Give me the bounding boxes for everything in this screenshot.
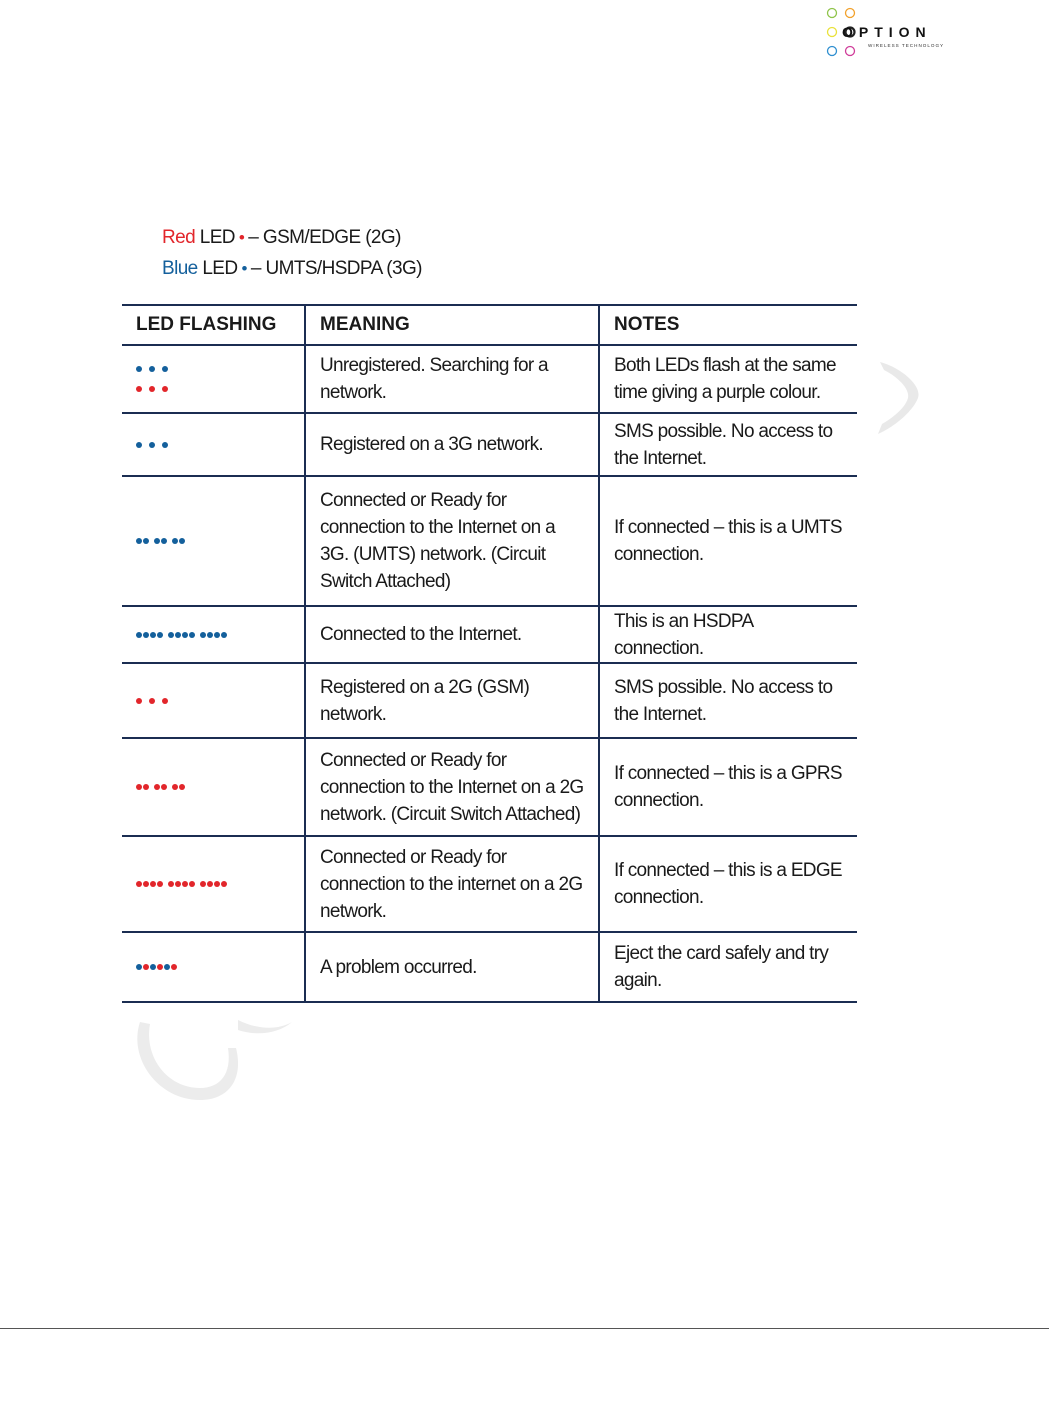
table-row	[122, 345, 857, 413]
meaning-cell: Connected or Ready for connection to the Internet on a 3G. (UMTS) network. (Circuit Switch Attached)	[305, 476, 599, 606]
blue-led-dot-icon	[214, 632, 220, 638]
meaning-cell: A problem occurred.	[305, 932, 599, 1002]
table-row	[122, 413, 857, 476]
blue-led-dot-icon	[150, 632, 156, 638]
led-pattern	[136, 698, 292, 704]
blue-led-dot-icon	[136, 632, 142, 638]
led-pattern	[136, 881, 292, 887]
meaning-cell: Registered on a 3G network.	[305, 413, 599, 476]
red-led-dot-icon	[172, 784, 178, 790]
notes-cell: If connected – this is a EDGE connection.	[599, 836, 857, 932]
table-row	[122, 606, 857, 663]
red-led-dot-icon	[157, 881, 163, 887]
notes-cell: SMS possible. No access to the Internet.	[599, 413, 857, 476]
table-header-row	[122, 305, 857, 345]
blue-led-dot-icon	[221, 632, 227, 638]
blue-led-dot-icon	[175, 632, 181, 638]
blue-led-dot-icon	[162, 366, 168, 372]
legend-blue-text: – UMTS/HSDPA (3G)	[250, 258, 422, 279]
legend-red-bullet-icon: •	[238, 228, 245, 247]
led-pattern-cell	[122, 606, 305, 663]
led-dot-line	[136, 538, 292, 544]
led-dot-line	[136, 964, 292, 970]
red-led-dot-icon	[149, 698, 155, 704]
legend-blue-color-word: Blue	[162, 258, 198, 279]
led-dot-line	[136, 386, 292, 392]
red-led-dot-icon	[149, 386, 155, 392]
red-led-dot-icon	[171, 964, 177, 970]
red-led-dot-icon	[143, 784, 149, 790]
blue-led-dot-icon	[136, 366, 142, 372]
legend-red-color-word: Red	[162, 227, 196, 248]
meaning-cell: Unregistered. Searching for a network.	[305, 345, 599, 413]
blue-led-dot-icon	[200, 632, 206, 638]
notes-cell: SMS possible. No access to the Internet.	[599, 663, 857, 738]
meaning-cell: Connected or Ready for connection to the internet on a 2G network.	[305, 836, 599, 932]
red-led-dot-icon	[189, 881, 195, 887]
blue-led-dot-icon	[172, 538, 178, 544]
watermark-curve-left	[128, 1008, 298, 1104]
table-row	[122, 476, 857, 606]
legend-red-text: – GSM/EDGE (2G)	[248, 227, 401, 248]
blue-led-dot-icon	[143, 632, 149, 638]
red-led-dot-icon	[157, 964, 163, 970]
red-led-dot-icon	[143, 881, 149, 887]
logo-wordmark: OPTION	[842, 24, 932, 40]
blue-led-dot-icon	[157, 632, 163, 638]
blue-led-dot-icon	[189, 632, 195, 638]
notes-cell: Eject the card safely and try again.	[599, 932, 857, 1002]
led-dot-line	[136, 881, 292, 887]
red-led-dot-icon	[162, 698, 168, 704]
blue-led-dot-icon	[182, 632, 188, 638]
blue-led-dot-icon	[207, 632, 213, 638]
logo-ring-5	[828, 47, 837, 56]
led-pattern-cell	[122, 476, 305, 606]
led-pattern	[136, 366, 292, 392]
red-led-dot-icon	[136, 784, 142, 790]
red-led-dot-icon	[136, 386, 142, 392]
blue-led-dot-icon	[136, 964, 142, 970]
led-pattern	[136, 632, 292, 638]
notes-cell: Both LEDs flash at the same time giving a purple colour.	[599, 345, 857, 413]
meaning-cell: Connected or Ready for connection to the Internet on a 2G network. (Circuit Switch Attached)	[305, 738, 599, 836]
logo-ring-1	[828, 9, 837, 18]
header-meaning: MEANING	[305, 305, 599, 345]
led-pattern	[136, 784, 292, 790]
red-led-dot-icon	[150, 881, 156, 887]
led-legend	[162, 222, 422, 284]
table-row	[122, 663, 857, 738]
led-dot-line	[136, 366, 292, 372]
red-led-dot-icon	[214, 881, 220, 887]
led-pattern-cell	[122, 413, 305, 476]
table-row	[122, 836, 857, 932]
led-pattern-cell	[122, 663, 305, 738]
blue-led-dot-icon	[161, 538, 167, 544]
legend-red	[162, 222, 422, 253]
blue-led-dot-icon	[149, 442, 155, 448]
red-led-dot-icon	[136, 881, 142, 887]
blue-led-dot-icon	[136, 442, 142, 448]
header-notes: NOTES	[599, 305, 857, 345]
red-led-dot-icon	[200, 881, 206, 887]
led-status-table	[122, 304, 857, 1003]
red-led-dot-icon	[168, 881, 174, 887]
led-pattern-cell	[122, 836, 305, 932]
led-pattern	[136, 964, 292, 970]
notes-cell: If connected – this is a GPRS connection.	[599, 738, 857, 836]
led-dot-line	[136, 632, 292, 638]
table-row	[122, 932, 857, 1002]
led-dot-line	[136, 698, 292, 704]
red-led-dot-icon	[221, 881, 227, 887]
logo-tagline: WIRELESS TECHNOLOGY	[868, 43, 945, 48]
led-pattern	[136, 538, 292, 544]
blue-led-dot-icon	[179, 538, 185, 544]
notes-cell: If connected – this is a UMTS connection.	[599, 476, 857, 606]
watermark-curve-right	[872, 358, 924, 438]
legend-blue-led-label: LED	[202, 258, 238, 279]
red-led-dot-icon	[143, 964, 149, 970]
blue-led-dot-icon	[136, 538, 142, 544]
blue-led-dot-icon	[164, 964, 170, 970]
red-led-dot-icon	[154, 784, 160, 790]
meaning-cell: Connected to the Internet.	[305, 606, 599, 663]
legend-red-led-label: LED	[199, 227, 235, 248]
red-led-dot-icon	[182, 881, 188, 887]
blue-led-dot-icon	[168, 632, 174, 638]
led-pattern	[136, 442, 292, 448]
red-led-dot-icon	[175, 881, 181, 887]
red-led-dot-icon	[207, 881, 213, 887]
blue-led-dot-icon	[143, 538, 149, 544]
red-led-dot-icon	[162, 386, 168, 392]
red-led-dot-icon	[179, 784, 185, 790]
led-pattern-cell	[122, 345, 305, 413]
logo-ring-2	[846, 9, 855, 18]
blue-led-dot-icon	[154, 538, 160, 544]
legend-blue	[162, 253, 422, 284]
option-logo	[820, 4, 958, 62]
footer-divider	[0, 1328, 1049, 1329]
red-led-dot-icon	[136, 698, 142, 704]
red-led-dot-icon	[161, 784, 167, 790]
led-pattern-cell	[122, 932, 305, 1002]
logo-ring-3	[828, 28, 837, 37]
led-pattern-cell	[122, 738, 305, 836]
blue-led-dot-icon	[149, 366, 155, 372]
led-dot-line	[136, 784, 292, 790]
legend-blue-bullet-icon: •	[241, 259, 247, 278]
logo-ring-6	[846, 47, 855, 56]
blue-led-dot-icon	[162, 442, 168, 448]
meaning-cell: Registered on a 2G (GSM) network.	[305, 663, 599, 738]
blue-led-dot-icon	[150, 964, 156, 970]
header-led-flashing: LED FLASHING	[122, 305, 305, 345]
led-dot-line	[136, 442, 292, 448]
notes-cell: This is an HSDPA connection.	[599, 606, 857, 663]
table-row	[122, 738, 857, 836]
